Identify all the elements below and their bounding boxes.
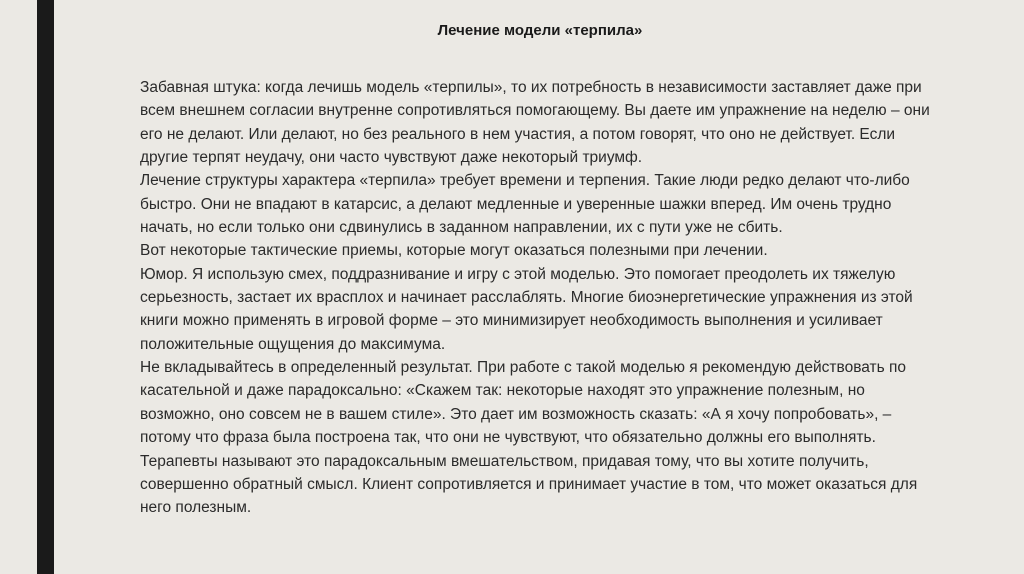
slide-title: Лечение модели «терпила»: [437, 22, 643, 39]
slide-body: [140, 76, 940, 520]
paragraph: Не вкладывайтесь в определенный результат. При работе с такой моделью я рекомендую действовать по касательной и даже парадоксально: «Скажем так: некоторые находят это упражнение полезным, но возможно, оно совсем не в вашем стиле». Это дает им возможность сказать: «А я хочу попробовать», – потому что фраза была построена так, что они не чувствуют, что обязательно должны его выполнять. Терапевты называют это парадоксальным вмешательством, придавая тому, что вы хотите получить, совершенно обратный смысл. Клиент сопротивляется и принимает участие в том, что может оказаться для него полезным.: [140, 359, 918, 517]
paragraph: Лечение структуры характера «терпила» требует времени и терпения. Такие люди редко делают что-либо быстро. Они не впадают в катарсис, а делают медленные и уверенные шажки вперед. Им очень трудно начать, но если только они сдвинулись в заданном направлении, их с пути уже не сбить.: [140, 172, 910, 237]
paragraph: Забавная штука: когда лечишь модель «терпилы», то их потребность в независимости заставляет даже при всем внешнем согласии внутренне сопротивляться помогающему. Вы даете им упражнение на неделю – они его не делают. Или делают, но без реального в нем участия, а потом говорят, что оно не действует. Если другие терпят неудачу, они часто чувствуют даже некоторый триумф.: [140, 79, 930, 167]
paragraph: Вот некоторые тактические приемы, которые могут оказаться полезными при лечении.: [140, 242, 768, 260]
side-accent-bar: [37, 0, 54, 574]
paragraph: Юмор. Я использую смех, поддразнивание и игру с этой моделью. Это помогает преодолеть их тяжелую серьезность, застает их врасплох и начинает расслаблять. Многие биоэнергетические упражнения из этой книги можно применять в игровой форме – это минимизирует необходимость выполнения и усиливает положительные ощущения до максимума.: [140, 265, 913, 353]
